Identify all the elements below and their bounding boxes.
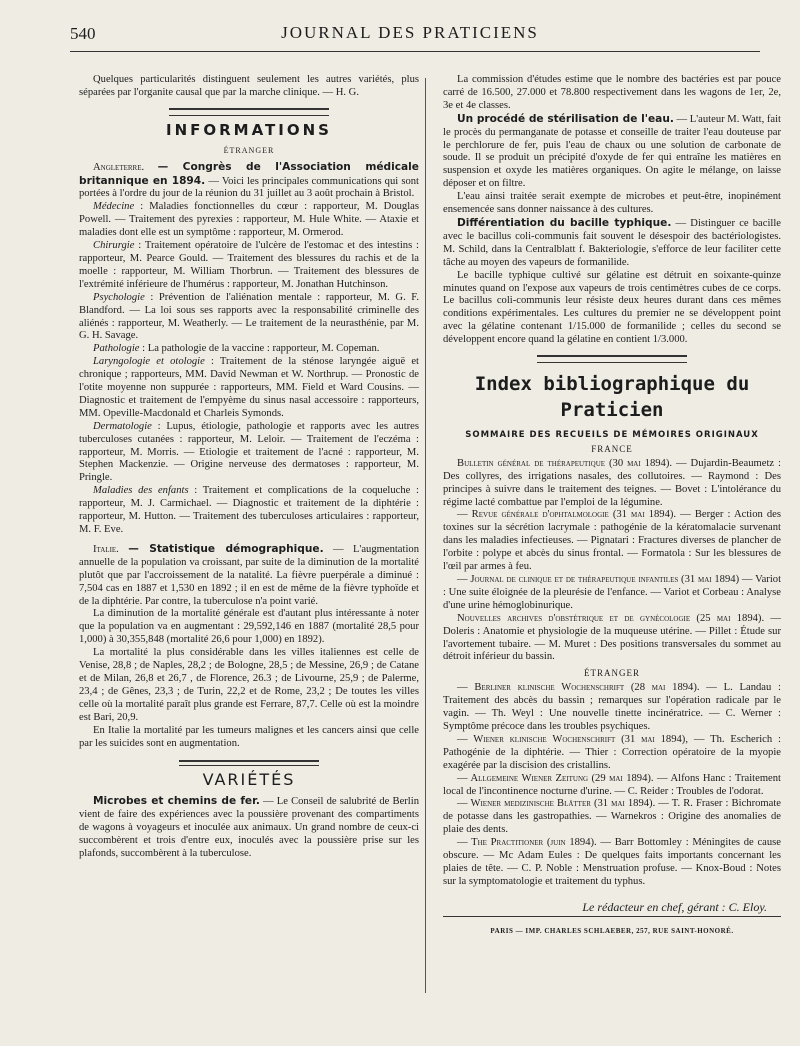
editor-signature: Le rédacteur en chef, gérant : C. Eloy. [443, 901, 781, 917]
entry-text: — Barr Bottomley : Méningites de cause obscure. — Mc Adam Eules : De quelques faits importants concernant les plaies de tête. — C. P. Noble : Menstruation profuse. — Knox-Boud : Notes sur la symptomatologie et traitement du typhus. [443, 837, 781, 887]
bibliography-entry [443, 613, 781, 665]
section-paragraph [79, 240, 419, 292]
italie-paragraph-2: La diminution de la mortalité générale est d'autant plus intéressante à noter que la population va en augmentant : 29,592,146 en 1887 (mortalité 28,5 pour 1,000) à 30,355,848 (mortalité 26,6 pour 1,000) en 1892). [79, 608, 419, 646]
article-title: — Congrès de l'Association médicale britannique en 1894. [79, 160, 419, 187]
section-label: Maladies des enfants [93, 485, 189, 497]
entry-source: — Revue générale d'ophtalmologie (31 mai 1894). [457, 509, 677, 521]
section-separator [169, 108, 329, 116]
sterilisation-paragraph [443, 113, 781, 191]
italie-paragraph-4: En Italie la mortalité par les tumeurs malignes et les cancers ainsi que celle par les suicides sont en augmentation. [79, 724, 419, 749]
informations-heading: INFORMATIONS [166, 120, 332, 139]
italie-paragraph [79, 543, 419, 609]
article-text: — L'augmentation annuelle de la population va croissant, par suite de la diminution de la mortalité plutôt que par l'accroissement de la natalité. La fièvre puerpérale a diminué : 7,504 cas en 1887 et 1,530 en 1892 ; il en est de même de la fièvre typhoïde et de la diphtérie. Par contre, la tuberculose n'a point varié. [79, 543, 419, 607]
varietes-heading: VARIÉTÉS [202, 770, 296, 790]
entry-source: — Allgemeine Wiener Zeitung (29 mai 1894). [457, 772, 654, 784]
angleterre-paragraph [79, 161, 419, 202]
section-separator [537, 355, 687, 363]
microbes-paragraph [79, 795, 419, 861]
section-text: : Lupus, étiologie, pathologie et rapports avec les autres tuberculoses cutanées : rapporteur, M. Leloir. — Traitement de l'eczéma : rapporteur, M. Morris. — Etiologie et traitement de l'acné : rapporteur, M. Stephen Mackenzie. — Origine nerveuse des dermatoses : rapporteur, M. Pringle. [79, 420, 419, 484]
entry-source: — The Practitioner (juin 1894). [457, 837, 597, 849]
commission-paragraph: La commission d'études estime que le nombre des bactéries est par pouce carré de 16.500, 27.000 et 78.800 respectivement dans les wagons de 1er, 2e, 3e et 4e classes. [443, 74, 781, 111]
right-column [443, 74, 781, 938]
sterilisation-paragraph-2: L'eau ainsi traitée serait exempte de microbes et peut-être, inopinément ensemencée sans donner naissance à des cultures. [443, 191, 781, 216]
page-header [60, 20, 760, 46]
bibliography-entry [443, 682, 781, 734]
article-text: — L'auteur M. Watt, fait le procès du permanganate de potasse et conseille de traiter l'eau douteuse par le perchlorure de fer, puis l'eau de chaux ou une solution de carbonate de soude. Il se produit un précipité d'oxyde de fer qui entraîne les matières en suspension et oxyde les matières organiques. On agite le mélange, on laisse déposer et on filtre. [443, 113, 781, 190]
country-name: Angleterre. [93, 161, 145, 173]
section-paragraph [79, 356, 419, 421]
section-paragraph [79, 201, 419, 240]
section-paragraph [79, 485, 419, 537]
entry-source: — Wiener klinische Wochenschrift (31 mai 1894), [457, 733, 688, 745]
section-paragraph [79, 292, 419, 344]
bibliography-entry [443, 574, 781, 613]
etranger-label: ÉTRANGER [584, 668, 640, 679]
entry-text: — Variot : Une suite éloignée de la pleurésie de l'enfance. — Variot et Corbeau : Analyse d'une urine hémoglobinurique. [443, 574, 782, 611]
section-separator [179, 760, 319, 766]
page-number: 540 [70, 24, 96, 43]
france-label: FRANCE [591, 443, 633, 454]
section-label: Laryngologie et otologie [93, 356, 205, 368]
entry-text: — Doleris : Anatomie et physiologie de la muqueuse utérine. — Pillet : Étude sur l'avortement tubaire. — M. Muret : Des positions transversales du sommet au détroit inférieur du bassin. [443, 612, 781, 663]
entry-text: — L. Landau : Traitement des abcès du bassin ; remarques sur l'opération radicale par le vagin. — Th. Weyl : Une nouvelle tinette incinératrice. — C. Werner : Symptôme précoce dans les troubles psychiques. [443, 682, 781, 732]
entry-source: Bulletin général de thérapeutique (30 mai 1894). [457, 457, 673, 469]
country-name: Italie. [93, 543, 119, 555]
bibliography-entry [443, 773, 781, 799]
intro-paragraph: Quelques particularités distinguent seulement les autres variétés, plus séparées par l'organite causal que par la marche clinique. — H. G. [79, 74, 419, 98]
article-text: — Voici les principales communications qui sont portées à l'ordre du jour de la réunion du 31 juillet au 3 août prochain à Bristol. [79, 175, 419, 200]
entry-source: — Berliner klinische Wochenschrift (28 mai 1894). [457, 682, 700, 694]
article-text: — Distinguer ce bacille avec le bacillus coli-communis fait souvent le désespoir des bactériologistes. M. Schild, dans la Centralblatt f. Bakteriologie, s'efforce de leur faciliter cette tâche au moyen des vapeurs de formanilide. [443, 217, 781, 268]
bibliography-entry [443, 837, 781, 889]
entry-source: Nouvelles archives d'obstétrique et de gynécologie (25 mai 1894). [457, 612, 765, 624]
section-text: : Traitement de la sténose laryngée aiguë et chronique ; rapporteurs, MM. David Newman et W. Northrup. — Pronostic de l'otite moyenne non suppurée : rapporteurs, MM. Field et Ward Cousins. — Diagnostic et traitement de l'empyème du sinus nasal accessoire : rapporteurs, MM. Opeville-Macdonald et Charleis Symonds. [79, 356, 419, 419]
article-title: Un procédé de stérilisation de l'eau. [457, 112, 674, 125]
article-title: Différentiation du bacille typhique. [457, 216, 672, 229]
column-divider [425, 78, 426, 993]
journal-title: JOURNAL DES PRATICIENS [281, 23, 539, 42]
section-text: : Prévention de l'aliénation mentale : rapporteur, M. G. F. Blandford. — La loi sous ses rapports avec la responsabilité criminelle des aliénés : rapporteur, M. Weatherly. — Le traitement de la neurasthénie, par M. G. H. Savage. [79, 291, 419, 342]
section-label: Psychologie [93, 291, 145, 303]
section-text: : Traitement opératoire de l'ulcère de l'estomac et des intestins : rapporteur, M. Pearce Gould. — Traitement des blessures du rachis et de la moelle : rapporteur, M. William Thorbrun. — Traitement des blessures de l'extrémité inférieure de l'humérus : rapporteur, M. Jonathan Hutchinson. [79, 240, 419, 290]
section-text: : La pathologie de la vaccine : rapporteur, M. Copeman. [139, 343, 380, 355]
sommaire-heading: SOMMAIRE DES RECUEILS DE MÉMOIRES ORIGINAUX [465, 430, 759, 441]
section-paragraph [79, 343, 419, 356]
header-rule [70, 51, 760, 52]
article-title: — Statistique démographique. [128, 542, 324, 555]
article-title: Microbes et chemins de fer. [93, 795, 260, 808]
bibliography-entry [443, 458, 781, 510]
differentiation-paragraph-2: Le bacille typhique cultivé sur gélatine est détruit en soixante-quinze minutes quand on l'expose aux vapeurs de trois centimètres cubes de ce corps. Le bacillus coli-communis leur résiste deux heures durant dans ces mêmes conditions expérimentales. Les cultures du premier ne se développent point avec la gélatine contenant 1/15.000 de formanilide ; celles du second se développent encore quand la gélatine en contient 1/3.000. [443, 269, 781, 346]
italie-paragraph-3: La mortalité la plus considérable dans les villes italiennes est celle de Venise, 28,8 ; de Naples, 28,2 ; de Bologne, 28,5 ; de Messine, 26,9 ; de Catane et de Milan, 26,8 et 26,7 , de Florence, 26.3 ; de Livourne, 25,9 ; de Palerme, 23,4 ; de Gênes, 23,3 ; de Turin, 22,2 et de Rome, 23,2 ; De toutes les villes celle où la mortalité paraît plus grande est Ferrare, 87,7. Celle où est la moindre est Bari, 20,9. [79, 647, 419, 723]
index-heading: Index bibliographique du Praticien [474, 373, 750, 422]
entry-text: — Berger : Action des toxines sur la sécrétion lacrymale : pathogénie de la kératomalacie survenant dans les maladies infectieuses. — Pignatari : Fractures diverses de plancher de l'orbite : polype et abcès du sinus frontal. — Formatola : Sur les blessures de l'œil par armes à feu. [443, 509, 781, 573]
entry-text: — Alfons Hanc : Traitement local de l'incontinence nocturne d'urine. — C. Reider : Troubles de l'odorat. [443, 772, 781, 797]
article-text: — Le Conseil de salubrité de Berlin vient de faire des expériences avec la poussière provenant des compartiments de wagons à voyageurs et inoculée aux animaux. Un grand nombre de ceux-ci succombèrent et trois d'entre eux, inoculés avec la poussière prise sur les plafonds, succombèrent à la tuberculose. [79, 796, 419, 859]
etranger-label: ÉTRANGER [223, 145, 275, 155]
bibliography-entry [443, 734, 781, 773]
section-text: : Traitement et complications de la coqueluche : rapporteur, M. J. Carmichael. — Diagnostic et traitement de la diphtérie : rapporteur, M. Hutton. — Traitement des tuberculoses articulaires : rapporteur, M. F. Eve. [79, 485, 420, 535]
entry-text: — Dujardin-Beaumetz : Des collyres, des irrigations nasales, des collutoires. — Raymond : Des principes à suivre dans le traitement des teignes. — Bovet : L'intolérance du régime lacté combattue par l'emploi de la légumine. [443, 457, 781, 508]
section-label: Médecine [93, 201, 135, 213]
entry-text: — T. R. Fraser : Bichromate de potasse dans les gastropathies. — Warnekros : Origine des anomalies de plaie des dents. [443, 798, 781, 836]
section-text: : Maladies fonctionnelles du cœur : rapporteur, M. Douglas Powell. — Traitement des pyrexies : rapporteur, M. Hule White. — Ataxie et maladies dont elle est un symptôme : rapporteur, M. Ormerod. [79, 201, 419, 239]
printer-imprint: PARIS — IMP. CHARLES SCHLAEBER, 257, RUE SAINT-HONORÉ. [490, 926, 734, 935]
entry-source: — Wiener medizinische Blätter (31 mai 1894). [457, 798, 656, 810]
entry-text: — Th. Escherich : Pathogénie de la diphtérie. — Thier : Correction opératoire de la myopie exagérée par la discision des cristallins. [443, 733, 781, 771]
bibliography-entry [443, 509, 781, 574]
section-label: Pathologie [93, 343, 140, 355]
entry-source: — Journal de clinique et de thérapeutique infantiles (31 mai 1894) [457, 574, 740, 585]
differentiation-paragraph [443, 217, 781, 270]
left-column [79, 74, 419, 861]
section-paragraph [79, 421, 419, 486]
bibliography-entry [443, 798, 781, 837]
section-label: Dermatologie [93, 420, 152, 432]
section-label: Chirurgie [93, 240, 135, 252]
